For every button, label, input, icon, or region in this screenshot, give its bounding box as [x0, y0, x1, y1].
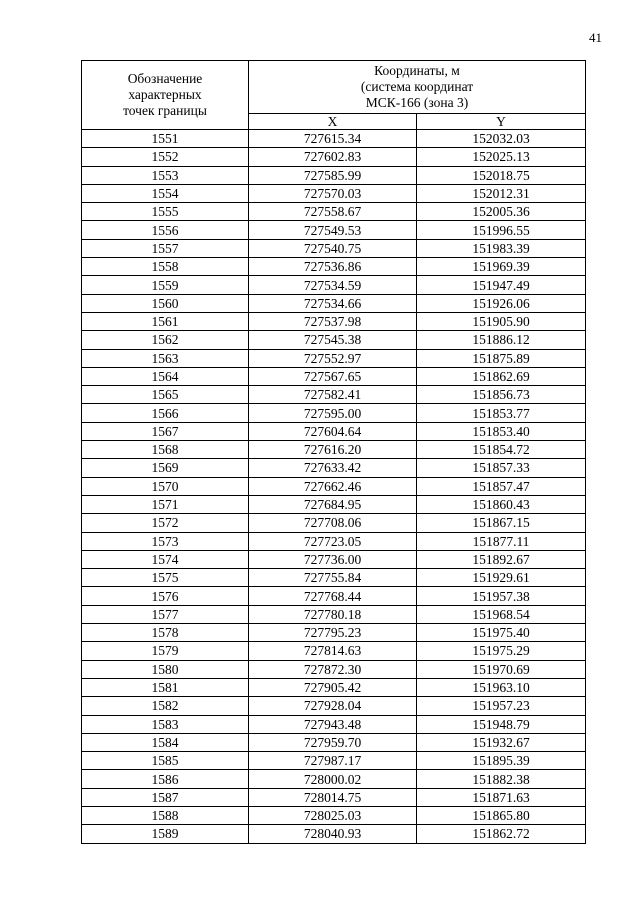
- y-coordinate-cell: 152005.36: [417, 203, 586, 221]
- coords-header-line-1: Координаты, м: [374, 63, 460, 78]
- y-coordinate-cell: 151882.38: [417, 770, 586, 788]
- y-coordinate-cell: 151875.89: [417, 349, 586, 367]
- table-row: [82, 678, 586, 696]
- table-row: [82, 477, 586, 495]
- x-coordinate-cell: 727534.59: [249, 276, 417, 294]
- table-row: [82, 386, 586, 404]
- x-coordinate-cell: 727545.38: [249, 331, 417, 349]
- y-coordinate-cell: 151996.55: [417, 221, 586, 239]
- table-row: [82, 569, 586, 587]
- table-body: [82, 130, 586, 844]
- point-cell: 1564: [82, 367, 249, 385]
- x-coordinate-cell: 727684.95: [249, 495, 417, 513]
- x-coordinate-cell: 727616.20: [249, 441, 417, 459]
- x-coordinate-cell: 727602.83: [249, 148, 417, 166]
- point-cell: 1585: [82, 752, 249, 770]
- y-coordinate-cell: 151854.72: [417, 441, 586, 459]
- table-row: [82, 642, 586, 660]
- page-number: 41: [589, 30, 602, 45]
- x-coordinate-cell: 727768.44: [249, 587, 417, 605]
- y-coordinate-cell: 151877.11: [417, 532, 586, 550]
- x-coordinate-cell: 727558.67: [249, 203, 417, 221]
- y-coordinate-cell: 151892.67: [417, 550, 586, 568]
- point-cell: 1581: [82, 678, 249, 696]
- table-header: [82, 61, 586, 130]
- point-cell: 1584: [82, 733, 249, 751]
- y-coordinate-cell: 151947.49: [417, 276, 586, 294]
- y-coordinate-cell: 151867.15: [417, 514, 586, 532]
- table-row: [82, 404, 586, 422]
- y-coordinate-cell: 151853.77: [417, 404, 586, 422]
- point-cell: 1556: [82, 221, 249, 239]
- x-coordinate-cell: 727537.98: [249, 312, 417, 330]
- point-cell: 1563: [82, 349, 249, 367]
- point-cell: 1551: [82, 130, 249, 148]
- point-cell: 1578: [82, 624, 249, 642]
- table-row: [82, 459, 586, 477]
- x-coordinate-cell: 728025.03: [249, 806, 417, 824]
- y-coordinate-cell: 151975.29: [417, 642, 586, 660]
- x-coordinate-cell: 727736.00: [249, 550, 417, 568]
- table-row: [82, 587, 586, 605]
- y-coordinate-cell: 151862.72: [417, 825, 586, 843]
- x-coordinate-cell: 727595.00: [249, 404, 417, 422]
- table-row: [82, 422, 586, 440]
- point-cell: 1555: [82, 203, 249, 221]
- x-coordinate-cell: 727570.03: [249, 184, 417, 202]
- coords-header-line-3: МСК-166 (зона 3): [365, 95, 469, 110]
- point-cell: 1552: [82, 148, 249, 166]
- y-coordinate-cell: 151865.80: [417, 806, 586, 824]
- table-row: [82, 697, 586, 715]
- point-cell: 1568: [82, 441, 249, 459]
- y-coordinate-cell: 151886.12: [417, 331, 586, 349]
- x-coordinate-cell: 727615.34: [249, 130, 417, 148]
- point-cell: 1567: [82, 422, 249, 440]
- x-coordinate-cell: 727795.23: [249, 624, 417, 642]
- x-column-header: X: [249, 114, 417, 130]
- point-header-line-2: характерных: [128, 87, 202, 102]
- point-cell: 1554: [82, 184, 249, 202]
- y-coordinate-cell: 151983.39: [417, 239, 586, 257]
- x-coordinate-cell: 727814.63: [249, 642, 417, 660]
- x-coordinate-cell: 727549.53: [249, 221, 417, 239]
- point-cell: 1573: [82, 532, 249, 550]
- y-coordinate-cell: 151857.33: [417, 459, 586, 477]
- table-row: [82, 752, 586, 770]
- point-cell: 1558: [82, 258, 249, 276]
- x-coordinate-cell: 727633.42: [249, 459, 417, 477]
- y-coordinate-cell: 151969.39: [417, 258, 586, 276]
- y-coordinate-cell: 151970.69: [417, 660, 586, 678]
- x-coordinate-cell: 727662.46: [249, 477, 417, 495]
- y-coordinate-cell: 151871.63: [417, 788, 586, 806]
- point-cell: 1587: [82, 788, 249, 806]
- point-designation-header: [82, 61, 249, 130]
- y-coordinate-cell: 151932.67: [417, 733, 586, 751]
- table-row: [82, 148, 586, 166]
- y-coordinate-cell: 152012.31: [417, 184, 586, 202]
- x-coordinate-cell: 728000.02: [249, 770, 417, 788]
- table-row: [82, 294, 586, 312]
- coords-header-line-2: (система координат: [360, 79, 474, 94]
- table-row: [82, 550, 586, 568]
- point-cell: 1560: [82, 294, 249, 312]
- x-coordinate-cell: 727959.70: [249, 733, 417, 751]
- table-row: [82, 130, 586, 148]
- x-coordinate-cell: 727928.04: [249, 697, 417, 715]
- y-coordinate-cell: 151948.79: [417, 715, 586, 733]
- table-row: [82, 312, 586, 330]
- x-coordinate-cell: 727708.06: [249, 514, 417, 532]
- point-cell: 1570: [82, 477, 249, 495]
- point-cell: 1572: [82, 514, 249, 532]
- y-coordinate-cell: 151857.47: [417, 477, 586, 495]
- point-cell: 1582: [82, 697, 249, 715]
- point-cell: 1588: [82, 806, 249, 824]
- point-cell: 1575: [82, 569, 249, 587]
- table-row: [82, 166, 586, 184]
- table-row: [82, 624, 586, 642]
- point-cell: 1577: [82, 605, 249, 623]
- y-coordinate-cell: 152018.75: [417, 166, 586, 184]
- x-coordinate-cell: 727604.64: [249, 422, 417, 440]
- x-coordinate-cell: 727567.65: [249, 367, 417, 385]
- table-row: [82, 532, 586, 550]
- point-cell: 1557: [82, 239, 249, 257]
- table-row: [82, 239, 586, 257]
- x-coordinate-cell: 727723.05: [249, 532, 417, 550]
- point-cell: 1559: [82, 276, 249, 294]
- coordinates-table: [81, 60, 586, 844]
- table-row: [82, 331, 586, 349]
- y-coordinate-cell: 151929.61: [417, 569, 586, 587]
- point-cell: 1583: [82, 715, 249, 733]
- table-row: [82, 514, 586, 532]
- table-row: [82, 276, 586, 294]
- point-cell: 1553: [82, 166, 249, 184]
- x-coordinate-cell: 728014.75: [249, 788, 417, 806]
- y-coordinate-cell: 151957.38: [417, 587, 586, 605]
- table-row: [82, 367, 586, 385]
- x-coordinate-cell: 727540.75: [249, 239, 417, 257]
- y-coordinate-cell: 151853.40: [417, 422, 586, 440]
- y-coordinate-cell: 151926.06: [417, 294, 586, 312]
- x-coordinate-cell: 727585.99: [249, 166, 417, 184]
- table-row: [82, 806, 586, 824]
- table-row: [82, 495, 586, 513]
- point-header-line-1: Обозначение: [127, 71, 203, 86]
- y-coordinate-cell: 151905.90: [417, 312, 586, 330]
- y-coordinate-cell: 151860.43: [417, 495, 586, 513]
- x-coordinate-cell: 727780.18: [249, 605, 417, 623]
- y-coordinate-cell: 152032.03: [417, 130, 586, 148]
- table-row: [82, 349, 586, 367]
- x-coordinate-cell: 727987.17: [249, 752, 417, 770]
- table-row: [82, 203, 586, 221]
- table-row: [82, 605, 586, 623]
- point-cell: 1562: [82, 331, 249, 349]
- y-coordinate-cell: 151975.40: [417, 624, 586, 642]
- x-coordinate-cell: 727905.42: [249, 678, 417, 696]
- point-cell: 1565: [82, 386, 249, 404]
- table-row: [82, 258, 586, 276]
- point-cell: 1579: [82, 642, 249, 660]
- table-row: [82, 221, 586, 239]
- point-cell: 1561: [82, 312, 249, 330]
- point-cell: 1566: [82, 404, 249, 422]
- x-coordinate-cell: 727943.48: [249, 715, 417, 733]
- point-header-line-3: точек границы: [123, 103, 207, 118]
- x-coordinate-cell: 727536.86: [249, 258, 417, 276]
- x-coordinate-cell: 727872.30: [249, 660, 417, 678]
- table-row: [82, 184, 586, 202]
- y-coordinate-cell: 151862.69: [417, 367, 586, 385]
- point-cell: 1580: [82, 660, 249, 678]
- y-coordinate-cell: 151856.73: [417, 386, 586, 404]
- y-coordinate-cell: 152025.13: [417, 148, 586, 166]
- point-cell: 1589: [82, 825, 249, 843]
- table-row: [82, 733, 586, 751]
- point-cell: 1576: [82, 587, 249, 605]
- point-cell: 1586: [82, 770, 249, 788]
- x-coordinate-cell: 727755.84: [249, 569, 417, 587]
- point-cell: 1571: [82, 495, 249, 513]
- x-coordinate-cell: 727552.97: [249, 349, 417, 367]
- table-row: [82, 825, 586, 843]
- x-coordinate-cell: 727534.66: [249, 294, 417, 312]
- coordinates-header: [249, 61, 586, 114]
- x-coordinate-cell: 728040.93: [249, 825, 417, 843]
- y-coordinate-cell: 151963.10: [417, 678, 586, 696]
- table-row: [82, 660, 586, 678]
- table-row: [82, 770, 586, 788]
- y-coordinate-cell: 151968.54: [417, 605, 586, 623]
- table-row: [82, 441, 586, 459]
- table-row: [82, 788, 586, 806]
- table-row: [82, 715, 586, 733]
- y-column-header: Y: [417, 114, 586, 130]
- y-coordinate-cell: 151895.39: [417, 752, 586, 770]
- y-coordinate-cell: 151957.23: [417, 697, 586, 715]
- point-cell: 1574: [82, 550, 249, 568]
- point-cell: 1569: [82, 459, 249, 477]
- x-coordinate-cell: 727582.41: [249, 386, 417, 404]
